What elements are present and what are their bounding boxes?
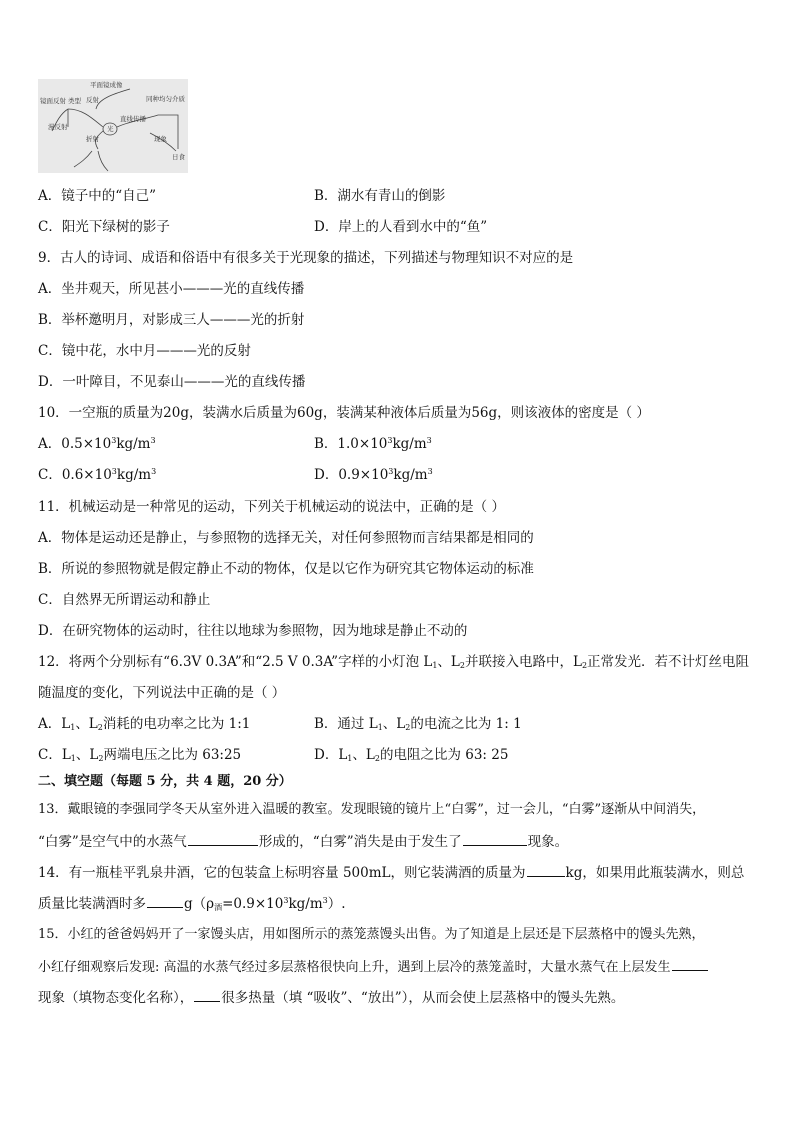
q8-option-a: A．镜子中的“自己” bbox=[38, 188, 157, 204]
figure-label-9: 现象 bbox=[154, 135, 167, 143]
q9-option-b: B．举杯邀明月，对影成三人———光的折射 bbox=[38, 312, 305, 328]
q13-blank-1[interactable] bbox=[188, 831, 258, 846]
q8-option-d: D．岸上的人看到水中的“鱼” bbox=[314, 219, 488, 235]
figure-label-4: 漫反射 bbox=[48, 123, 68, 131]
q12-option-a: A．$L_1$、$L_2$消耗的电功率之比为 1:1 bbox=[38, 716, 251, 732]
q10-option-d: D．$0.9\times 10^3kg/m^3$ bbox=[314, 467, 433, 483]
q14-line2: 质量比装满酒时多 $g(\rho_酒=0.9\times 10^3kg/m^3)$. bbox=[38, 893, 346, 914]
q10-stem: 10．一空瓶的质量为20g，装满水后质量为60g，装满某种液体后质量为56g，则该液体的密度是（ ） bbox=[38, 405, 650, 421]
q14-line1: 14．有一瓶桂平乳泉井酒，它的包装盒上标明容量 500mL，则它装满酒的质量为 kg，如果用此瓶装满水，则总 bbox=[38, 862, 744, 883]
q11-option-a: A．物体是运动还是静止，与参照物的选择无关，对任何参照物而言结果都是相同的 bbox=[38, 530, 534, 546]
q9-option-d: D．一叶障目，不见泰山———光的直线传播 bbox=[38, 374, 306, 390]
q11-option-b: B．所说的参照物就是假定静止不动的物体，仅是以它作为研究其它物体运动的标准 bbox=[38, 561, 534, 577]
q11-option-d: D．在研究物体的运动时，往往以地球为参照物，因为地球是静止不动的 bbox=[38, 623, 468, 639]
q12-option-d: D．$L_1$、$L_2$的电阻之比为 63: 25 bbox=[314, 747, 509, 763]
figure-label-8: 折射 bbox=[86, 135, 99, 143]
figure-label-2: 类型 bbox=[68, 97, 81, 105]
q9-option-a: A．坐井观天，所见甚小———光的直线传播 bbox=[38, 281, 305, 297]
figure-label-5: 光 bbox=[107, 125, 114, 133]
figure-label-0: 平面镜成像 bbox=[90, 81, 123, 89]
q12-stem-line2: 随温度的变化，下列说法中正确的是（ ） bbox=[38, 685, 286, 701]
q12-option-b: B．通过 $L_1$、$L_2$的电流之比为 1: 1 bbox=[314, 716, 522, 732]
q12-stem-line1: 12．将两个分别标有“6.3V 0.3A”和“2.5 V 0.3A”字样的小灯泡 $L_1$、$L_2$并联接入电路中，$L_2$正常发光．若不计灯丝电阻 bbox=[38, 654, 750, 670]
q9-option-c: C．镜中花，水中月———光的反射 bbox=[38, 343, 251, 359]
q8-option-b: B．湖水有青山的倒影 bbox=[314, 188, 446, 204]
q8-option-c: C．阳光下绿树的影子 bbox=[38, 219, 170, 235]
q15-blank-2[interactable] bbox=[194, 987, 220, 1002]
q9-stem: 9．古人的诗词、成语和俗语中有很多关于光现象的描述，下列描述与物理知识不对应的是 bbox=[38, 250, 574, 266]
figure-label-1: 镜面反射 bbox=[40, 97, 66, 105]
q12-option-c: C．$L_1$、$L_2$两端电压之比为 63:25 bbox=[38, 747, 242, 763]
q11-stem: 11．机械运动是一种常见的运动，下列关于机械运动的说法中，正确的是（ ） bbox=[38, 499, 505, 515]
q13-line2: “白雾”是空气中的水蒸气 形成的，“白雾”消失是由于发生了 现象。 bbox=[38, 831, 568, 852]
q13-blank-2[interactable] bbox=[463, 831, 527, 846]
q11-option-c: C．自然界无所谓运动和静止 bbox=[38, 592, 211, 608]
q15-line3: 现象（填物态变化名称）， 很多热量（填 “吸收”、“放出”），从而会使上层蒸格中的馒头先熟。 bbox=[38, 987, 624, 1008]
figure-label-3: 反射 bbox=[86, 96, 99, 104]
mind-map-diagram bbox=[38, 79, 188, 173]
figure-label-7: 同种均匀介质 bbox=[146, 95, 185, 103]
figure-label-10: 日食 bbox=[172, 153, 185, 161]
q15-blank-1[interactable] bbox=[672, 956, 708, 971]
q10-option-b: B．$1.0\times 10^3kg/m^3$ bbox=[314, 436, 432, 452]
q10-option-a: A．$0.5\times 10^3kg/m^3$ bbox=[38, 436, 156, 452]
light-knowledge-map-figure bbox=[38, 79, 188, 173]
q10-option-c: C．$0.6\times 10^3kg/m^3$ bbox=[38, 467, 157, 483]
q13-line1: 13．戴眼镜的李强同学冬天从室外进入温暖的教室。发现眼镜的镜片上“白雾”，过一会儿，“白雾”逐渐从中间消失， bbox=[38, 802, 706, 817]
q15-line2: 小红仔细观察后发现: 高温的水蒸气经过多层蒸格很快向上升，遇到上层冷的蒸笼盖时，大量水蒸气在上层发生 bbox=[38, 956, 709, 978]
q14-blank-2[interactable] bbox=[147, 893, 183, 908]
section-heading-fill-in: 二、填空题（每题 5 分，共 4 题，20 分） bbox=[38, 774, 292, 789]
q14-blank-1[interactable] bbox=[527, 862, 565, 877]
q15-line1: 15．小红的爸爸妈妈开了一家馒头店，用如图所示的蒸笼蒸馒头出售。为了知道是上层还是下层蒸格中的馒头先熟， bbox=[38, 927, 705, 942]
figure-label-6: 直线传播 bbox=[120, 115, 146, 123]
